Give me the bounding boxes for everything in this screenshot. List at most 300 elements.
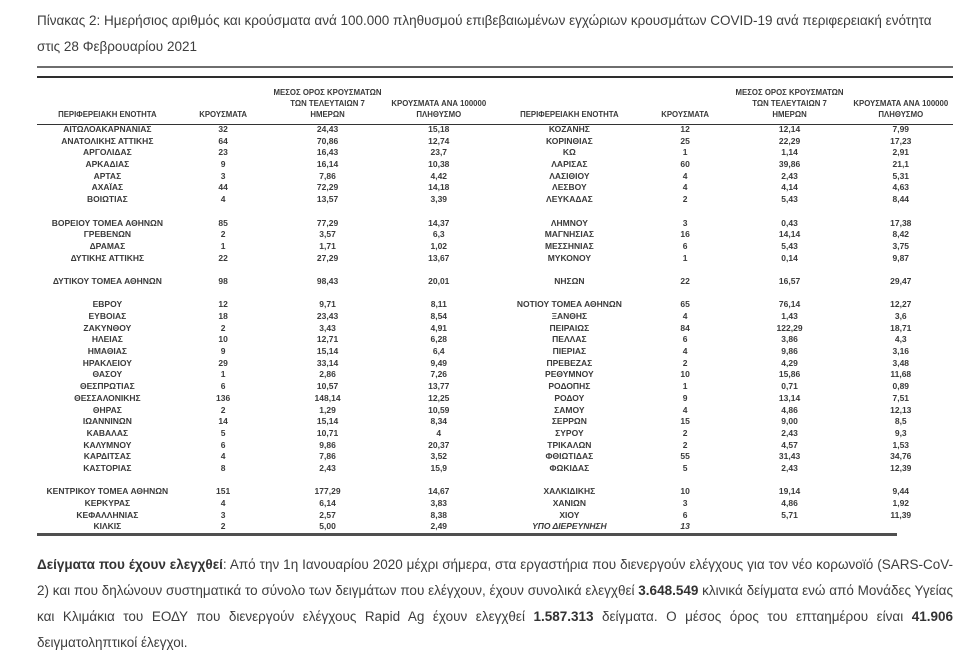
- cases-value: 14: [218, 416, 228, 427]
- paragraph-text: κλινικά δείγματα ενώ από Μονάδες Υγείας και Κλιμάκια του ΕΟΔΥ που διενεργούν ελέγχους Rapid Ag έχουν ελεγχθεί: [37, 583, 953, 625]
- region-name: [37, 206, 178, 218]
- cases-value: 85: [218, 217, 228, 228]
- region-name: ΘΕΣΠΡΩΤΙΑΣ: [79, 381, 135, 392]
- covid-regional-table: [37, 78, 953, 533]
- highlighted-figure: 41.906: [911, 609, 953, 625]
- cases-value: 4: [682, 182, 688, 193]
- avg7-value: 4,14: [781, 182, 798, 193]
- per100k-value: 1,02: [430, 240, 448, 251]
- cases-value: 55: [680, 451, 690, 462]
- region-name: ΧΑΝΙΩΝ: [552, 498, 586, 508]
- avg7-value: 77,29: [316, 217, 339, 228]
- region-name: ΑΧΑΪΑΣ: [91, 182, 124, 193]
- col-header-7day-avg: ΜΕΣΟΣ ΟΡΟΣ ΚΡΟΥΣΜΑΤΩΝ ΤΩΝ ΤΕΛΕΥΤΑΙΩΝ 7 ΗΜΕΡΩΝ: [735, 88, 844, 119]
- per100k-value: 3,16: [892, 346, 910, 357]
- table-row: [37, 440, 491, 452]
- cases-value: [178, 288, 269, 300]
- region-name: ΛΕΥΚΑΔΑΣ: [546, 194, 593, 205]
- region-name: ΝΗΣΩΝ: [554, 275, 585, 286]
- region-name: ΑΝΑΤΟΛΙΚΗΣ ΑΤΤΙΚΗΣ: [61, 135, 154, 146]
- cases-value: 1: [682, 381, 688, 392]
- cases-value: 136: [216, 392, 231, 403]
- per100k-value: [849, 521, 953, 533]
- region-name: ΛΑΡΙΣΑΣ: [551, 159, 588, 170]
- cases-value: 151: [216, 486, 231, 497]
- per100k-value: 7,99: [892, 124, 910, 134]
- table-row: [499, 358, 953, 370]
- per100k-value: 10,59: [428, 404, 450, 415]
- region-name: ΚΙΛΚΙΣ: [93, 521, 122, 532]
- table-row: [37, 463, 491, 475]
- avg7-value: 3,57: [319, 229, 336, 240]
- avg7-value: 9,71: [319, 299, 336, 310]
- per100k-value: 8,54: [430, 311, 448, 321]
- cases-value: 23: [218, 147, 228, 158]
- table-right-half: [499, 82, 953, 533]
- per100k-value: 9,3: [894, 427, 907, 438]
- avg7-value: [731, 206, 849, 218]
- avg7-value: 3,43: [319, 322, 336, 333]
- region-name: ΠΙΕΡΙΑΣ: [552, 346, 587, 357]
- table-row: [499, 171, 953, 183]
- cases-value: 29: [218, 357, 228, 368]
- region-name: ΦΩΚΙΔΑΣ: [549, 462, 590, 473]
- table-row: [37, 521, 491, 533]
- table-header-right: [499, 82, 953, 122]
- cases-value: 16: [680, 229, 690, 240]
- cases-value: 18: [218, 311, 228, 321]
- avg7-value: 6,14: [319, 498, 336, 508]
- per100k-value: 18,71: [890, 322, 912, 333]
- avg7-value: 1,14: [781, 147, 798, 158]
- col-header-per-100k: ΚΡΟΥΣΜΑΤΑ ΑΝΑ 100000 ΠΛΗΘΥΣΜΟ: [391, 99, 487, 119]
- region-name: [499, 288, 640, 300]
- table-row: [499, 451, 953, 463]
- highlighted-figure: 3.648.549: [638, 583, 699, 599]
- region-name: ΧΙΟΥ: [559, 509, 580, 520]
- table-row: [499, 346, 953, 358]
- region-name: ΓΡΕΒΕΝΩΝ: [83, 229, 132, 240]
- per100k-value: [387, 206, 491, 218]
- avg7-value: [269, 206, 387, 218]
- avg7-value: 9,86: [781, 346, 798, 357]
- col-header-per-100k: ΚΡΟΥΣΜΑΤΑ ΑΝΑ 100000 ΠΛΗΘΥΣΜΟ: [853, 99, 949, 119]
- paragraph-text: : Από την 1η Ιανουαρίου 2020 μέχρι σήμερα, στα εργαστήρια που διενεργούν ελέγχους για τον νέο κορωνοϊό (SARS-CoV-2) και που δηλώνουν συστηματικά το σύνολο των δειγμάτων που ελέγχουν, έχουν συνολικά ελεγχθεί: [37, 557, 953, 599]
- table-row: [499, 241, 953, 253]
- avg7-value: 12,71: [316, 334, 339, 345]
- region-name: ΛΕΣΒΟΥ: [552, 182, 587, 193]
- avg7-value: [731, 264, 849, 276]
- cases-value: 8: [220, 462, 226, 473]
- table-left-half: [37, 82, 491, 533]
- table-row: [37, 124, 491, 136]
- cases-value: 3: [682, 498, 688, 508]
- avg7-value: 70,86: [316, 135, 339, 146]
- cases-value: 4: [220, 451, 226, 462]
- cases-value: 6: [220, 439, 226, 450]
- avg7-value: 72,29: [316, 182, 339, 193]
- cases-value: 4: [682, 346, 688, 357]
- per100k-value: 3,75: [892, 240, 910, 251]
- table-row: [499, 498, 953, 510]
- cases-value: 10: [218, 334, 228, 345]
- per100k-value: [849, 288, 953, 300]
- per100k-value: 12,27: [890, 299, 912, 310]
- avg7-value: 3,86: [781, 334, 798, 345]
- region-name: ΠΡΕΒΕΖΑΣ: [546, 357, 593, 368]
- avg7-value: 7,86: [319, 451, 336, 462]
- cases-value: [178, 475, 269, 487]
- avg7-value: 0,43: [781, 217, 798, 228]
- per100k-value: 8,5: [894, 416, 907, 427]
- per100k-value: 6,3: [432, 229, 445, 240]
- cases-value: [640, 264, 731, 276]
- table-row: [37, 451, 491, 463]
- avg7-value: 15,86: [778, 369, 801, 380]
- region-name: ΚΕΦΑΛΛΗΝΙΑΣ: [76, 509, 139, 520]
- col-header-7day-avg: ΜΕΣΟΣ ΟΡΟΣ ΚΡΟΥΣΜΑΤΩΝ ΤΩΝ ΤΕΛΕΥΤΑΙΩΝ 7 ΗΜΕΡΩΝ: [273, 88, 382, 119]
- cases-value: 5: [682, 462, 688, 473]
- region-name: ΚΑΡΔΙΤΣΑΣ: [83, 451, 132, 462]
- per100k-value: 9,49: [430, 357, 448, 368]
- table-row: [499, 299, 953, 311]
- region-name: ΑΡΤΑΣ: [93, 170, 122, 181]
- per100k-value: [387, 475, 491, 487]
- avg7-value: 1,29: [319, 404, 336, 415]
- table-row: [499, 440, 953, 452]
- region-name: ΘΑΣΟΥ: [92, 369, 123, 380]
- col-header-cases: ΚΡΟΥΣΜΑΤΑ: [661, 110, 710, 119]
- region-name: ΚΑΣΤΟΡΙΑΣ: [83, 462, 132, 473]
- per100k-value: 4,42: [430, 170, 448, 181]
- region-name: ΒΟΙΩΤΙΑΣ: [87, 194, 128, 205]
- per100k-value: 3,48: [892, 357, 910, 368]
- region-name: ΘΕΣΣΑΛΟΝΙΚΗΣ: [74, 392, 141, 403]
- region-name: ΒΟΡΕΙΟΥ ΤΟΜΕΑ ΑΘΗΝΩΝ: [51, 217, 163, 228]
- region-name: ΔΡΑΜΑΣ: [89, 240, 126, 251]
- avg7-value: 5,43: [781, 240, 798, 251]
- table-row: [499, 416, 953, 428]
- table-row: [37, 229, 491, 241]
- per100k-value: 12,25: [428, 392, 450, 403]
- per100k-value: 7,51: [892, 392, 910, 403]
- avg7-value: 9,00: [781, 416, 798, 427]
- per100k-value: 3,83: [430, 498, 448, 508]
- region-name: ΕΥΒΟΙΑΣ: [88, 311, 127, 321]
- per100k-value: 2,91: [892, 147, 910, 158]
- avg7-value: 39,86: [778, 159, 801, 170]
- avg7-value: [269, 288, 387, 300]
- cases-value: 65: [680, 299, 690, 310]
- region-name: ΛΗΜΝΟΥ: [550, 217, 588, 228]
- per100k-value: 4: [436, 427, 442, 438]
- avg7-value: [731, 288, 849, 300]
- cases-value: [178, 206, 269, 218]
- cases-value: [640, 288, 731, 300]
- cases-value: 4: [682, 311, 688, 321]
- table-row: [37, 405, 491, 417]
- cases-value: [640, 475, 731, 487]
- avg7-value: 98,43: [316, 275, 339, 286]
- region-name: ΘΗΡΑΣ: [92, 404, 122, 415]
- avg7-value: 1,43: [781, 311, 798, 321]
- table-row: [499, 136, 953, 148]
- cases-value: 4: [220, 194, 226, 205]
- cases-value: 3: [220, 170, 226, 181]
- cases-value: 9: [220, 346, 226, 357]
- avg7-value: 5,00: [319, 521, 336, 532]
- table-row: [499, 147, 953, 159]
- avg7-value: 10,57: [316, 381, 339, 392]
- avg7-value: 15,14: [316, 416, 339, 427]
- highlighted-figure: 1.587.313: [533, 609, 594, 625]
- avg7-value: 19,14: [778, 486, 801, 497]
- table-row: [37, 334, 491, 346]
- cases-value: 13: [680, 521, 690, 532]
- cases-value: 10: [680, 486, 690, 497]
- region-name: ΠΕΛΛΑΣ: [552, 334, 587, 345]
- table-row-spacer: [37, 264, 491, 276]
- cases-value: 1: [220, 369, 226, 380]
- avg7-value: 0,71: [781, 381, 798, 392]
- per100k-value: 4,3: [894, 334, 907, 345]
- table-row: [37, 276, 491, 288]
- table-row: [499, 253, 953, 265]
- cases-value: 22: [218, 252, 228, 263]
- table-caption: Πίνακας 2: Ημερήσιος αριθμός και κρούσματα ανά 100.000 πληθυσμού επιβεβαιωμένων εγχώριων κρουσμάτων COVID-19 ανά περιφερειακή ενότητα στις 28 Φεβρουαρίου 2021: [37, 13, 932, 54]
- table-row: [499, 463, 953, 475]
- avg7-value: 148,14: [314, 392, 341, 403]
- cases-value: 1: [682, 252, 688, 263]
- per100k-value: 1,53: [892, 439, 910, 450]
- table-row: [499, 311, 953, 323]
- region-name: [499, 206, 640, 218]
- bottom-rule: [37, 533, 897, 536]
- table-row: [499, 218, 953, 230]
- avg7-value: 5,43: [781, 194, 798, 205]
- avg7-value: 76,14: [778, 299, 801, 310]
- per100k-value: 8,38: [430, 509, 448, 520]
- avg7-value: 13,14: [778, 392, 801, 403]
- samples-paragraph: [37, 552, 953, 656]
- table-row: [37, 358, 491, 370]
- table-body-right: [499, 122, 953, 533]
- table-row-spacer: [499, 475, 953, 487]
- paragraph-text: δείγματα. Ο μέσος όρος του επταημέρου είναι: [593, 609, 912, 625]
- table-row: [499, 405, 953, 417]
- cases-value: 64: [218, 135, 228, 146]
- per100k-value: 11,39: [890, 509, 912, 520]
- avg7-value: 4,57: [781, 439, 798, 450]
- region-name: ΡΟΔΟΥ: [554, 392, 585, 403]
- cases-value: 6: [682, 240, 688, 251]
- table-row: [499, 159, 953, 171]
- region-name: ΚΟΡΙΝΘΙΑΣ: [545, 135, 593, 146]
- table-row: [499, 428, 953, 440]
- table-row: [37, 393, 491, 405]
- region-name: ΗΛΕΙΑΣ: [91, 334, 123, 345]
- table-row: [37, 369, 491, 381]
- per100k-value: 12,13: [890, 404, 912, 415]
- avg7-value: [731, 521, 849, 533]
- region-name: [37, 264, 178, 276]
- avg7-value: 2,43: [781, 427, 798, 438]
- avg7-value: 1,71: [319, 240, 336, 251]
- per100k-value: 21,1: [892, 159, 910, 170]
- table-row: [37, 182, 491, 194]
- table-row: [37, 510, 491, 522]
- table-row-spacer: [499, 206, 953, 218]
- region-name: ΙΩΑΝΝΙΝΩΝ: [82, 416, 132, 427]
- per100k-value: 7,26: [430, 369, 448, 380]
- avg7-value: 12,14: [778, 124, 801, 134]
- avg7-value: 7,86: [319, 170, 336, 181]
- avg7-value: 177,29: [314, 486, 341, 497]
- table-row: [499, 510, 953, 522]
- table-row: [499, 276, 953, 288]
- region-name: ΚΑΛΥΜΝΟΥ: [83, 439, 132, 450]
- region-name: ΤΡΙΚΑΛΩΝ: [547, 439, 592, 450]
- col-header-region: ΠΕΡΙΦΕΡΕΙΑΚΗ ΕΝΟΤΗΤΑ: [520, 110, 619, 119]
- per100k-value: 3,6: [894, 311, 907, 321]
- report-page: [37, 8, 953, 656]
- cases-value: 9: [682, 392, 688, 403]
- avg7-value: 16,43: [316, 147, 339, 158]
- cases-value: 6: [220, 381, 226, 392]
- region-name: ΑΙΤΩΛΟΑΚΑΡΝΑΝΙΑΣ: [63, 124, 152, 134]
- table-row: [37, 346, 491, 358]
- table-header-left: [37, 82, 491, 122]
- region-name: ΑΡΚΑΔΙΑΣ: [85, 159, 130, 170]
- per100k-value: 1,92: [892, 498, 910, 508]
- avg7-value: [731, 475, 849, 487]
- region-name: ΜΑΓΝΗΣΙΑΣ: [544, 229, 595, 240]
- avg7-value: 2,43: [781, 462, 798, 473]
- region-name: ΗΜΑΘΙΑΣ: [87, 346, 128, 357]
- cases-value: 44: [218, 182, 228, 193]
- cases-value: 4: [220, 498, 226, 508]
- cases-value: 3: [220, 509, 226, 520]
- cases-value: 6: [682, 334, 688, 345]
- region-name: [499, 475, 640, 487]
- avg7-value: 24,43: [316, 124, 339, 134]
- region-name: ΜΕΣΣΗΝΙΑΣ: [544, 240, 594, 251]
- avg7-value: 23,43: [316, 311, 339, 321]
- cases-value: 12: [218, 299, 228, 310]
- region-name: ΞΑΝΘΗΣ: [551, 311, 588, 321]
- region-name: ΚΕΝΤΡΙΚΟΥ ΤΟΜΕΑ ΑΘΗΝΩΝ: [46, 486, 169, 497]
- avg7-value: 31,43: [778, 451, 801, 462]
- cases-value: 98: [218, 275, 228, 286]
- table-row: [499, 334, 953, 346]
- per100k-value: [387, 288, 491, 300]
- per100k-value: 15,18: [428, 124, 450, 134]
- region-name: ΝΟΤΙΟΥ ΤΟΜΕΑ ΑΘΗΝΩΝ: [516, 299, 622, 310]
- region-name: [37, 288, 178, 300]
- region-name: ΛΑΣΙΘΙΟΥ: [549, 170, 590, 181]
- table-row: [37, 241, 491, 253]
- region-name: ΚΟΖΑΝΗΣ: [548, 124, 590, 134]
- per100k-value: 12,39: [890, 462, 912, 473]
- per100k-value: 13,67: [428, 252, 450, 263]
- region-name: ΦΘΙΩΤΙΔΑΣ: [545, 451, 594, 462]
- per100k-value: 17,23: [890, 135, 912, 146]
- avg7-value: 33,14: [316, 357, 339, 368]
- cases-value: 3: [682, 217, 688, 228]
- avg7-value: 14,14: [778, 229, 801, 240]
- highlighted-figure: Δείγματα που έχουν ελεγχθεί: [37, 557, 223, 573]
- table-row-spacer: [37, 475, 491, 487]
- header-underline-rule: [37, 124, 953, 125]
- per100k-value: 20,01: [428, 275, 450, 286]
- table-row: [37, 218, 491, 230]
- region-name: ΔΥΤΙΚΟΥ ΤΟΜΕΑ ΑΘΗΝΩΝ: [52, 275, 162, 286]
- region-name: [37, 475, 178, 487]
- avg7-value: 16,57: [778, 275, 801, 286]
- avg7-value: 122,29: [776, 322, 803, 333]
- table-row: [37, 486, 491, 498]
- per100k-value: 3,52: [430, 451, 448, 462]
- avg7-value: 15,14: [316, 346, 339, 357]
- cases-value: 2: [682, 194, 688, 205]
- avg7-value: 5,71: [781, 509, 798, 520]
- avg7-value: 10,71: [316, 427, 339, 438]
- cases-value: 6: [682, 509, 688, 520]
- region-name: ΣΕΡΡΩΝ: [551, 416, 587, 427]
- per100k-value: 2,49: [430, 521, 448, 532]
- cases-value: 2: [220, 404, 226, 415]
- region-name: [499, 264, 640, 276]
- table-row: [37, 171, 491, 183]
- cases-value: 2: [220, 521, 226, 532]
- table-row-spacer: [37, 206, 491, 218]
- region-name: ΔΥΤΙΚΗΣ ΑΤΤΙΚΗΣ: [70, 252, 145, 263]
- table-body-left: [37, 122, 491, 533]
- cases-value: 22: [680, 275, 690, 286]
- per100k-value: 14,18: [428, 182, 450, 193]
- cases-value: 60: [680, 159, 690, 170]
- table-row: [499, 229, 953, 241]
- avg7-value: 27,29: [316, 252, 339, 263]
- table-row-spacer: [499, 288, 953, 300]
- avg7-value: 4,86: [781, 498, 798, 508]
- avg7-value: 0,14: [781, 252, 798, 263]
- cases-value: [640, 206, 731, 218]
- table-row: [37, 136, 491, 148]
- per100k-value: 3,39: [430, 194, 448, 205]
- cases-value: 15: [680, 416, 690, 427]
- region-name: ΥΠΟ ΔΙΕΡΕΥΝΗΣΗ: [532, 521, 607, 532]
- avg7-value: 2,57: [319, 509, 336, 520]
- table-row: [499, 194, 953, 206]
- avg7-value: [269, 475, 387, 487]
- table-row: [37, 159, 491, 171]
- cases-value: 12: [680, 124, 690, 134]
- cases-value: 1: [682, 147, 688, 158]
- per100k-value: 9,44: [892, 486, 910, 497]
- per100k-value: 0,89: [892, 381, 910, 392]
- table-row: [499, 521, 953, 533]
- cases-value: 4: [682, 404, 688, 415]
- table-row: [499, 124, 953, 136]
- table-row-spacer: [37, 288, 491, 300]
- table-row: [37, 416, 491, 428]
- per100k-value: 17,38: [890, 217, 912, 228]
- table-row: [499, 323, 953, 335]
- col-header-cases: ΚΡΟΥΣΜΑΤΑ: [199, 110, 248, 119]
- table-row: [37, 428, 491, 440]
- cases-value: 84: [680, 322, 690, 333]
